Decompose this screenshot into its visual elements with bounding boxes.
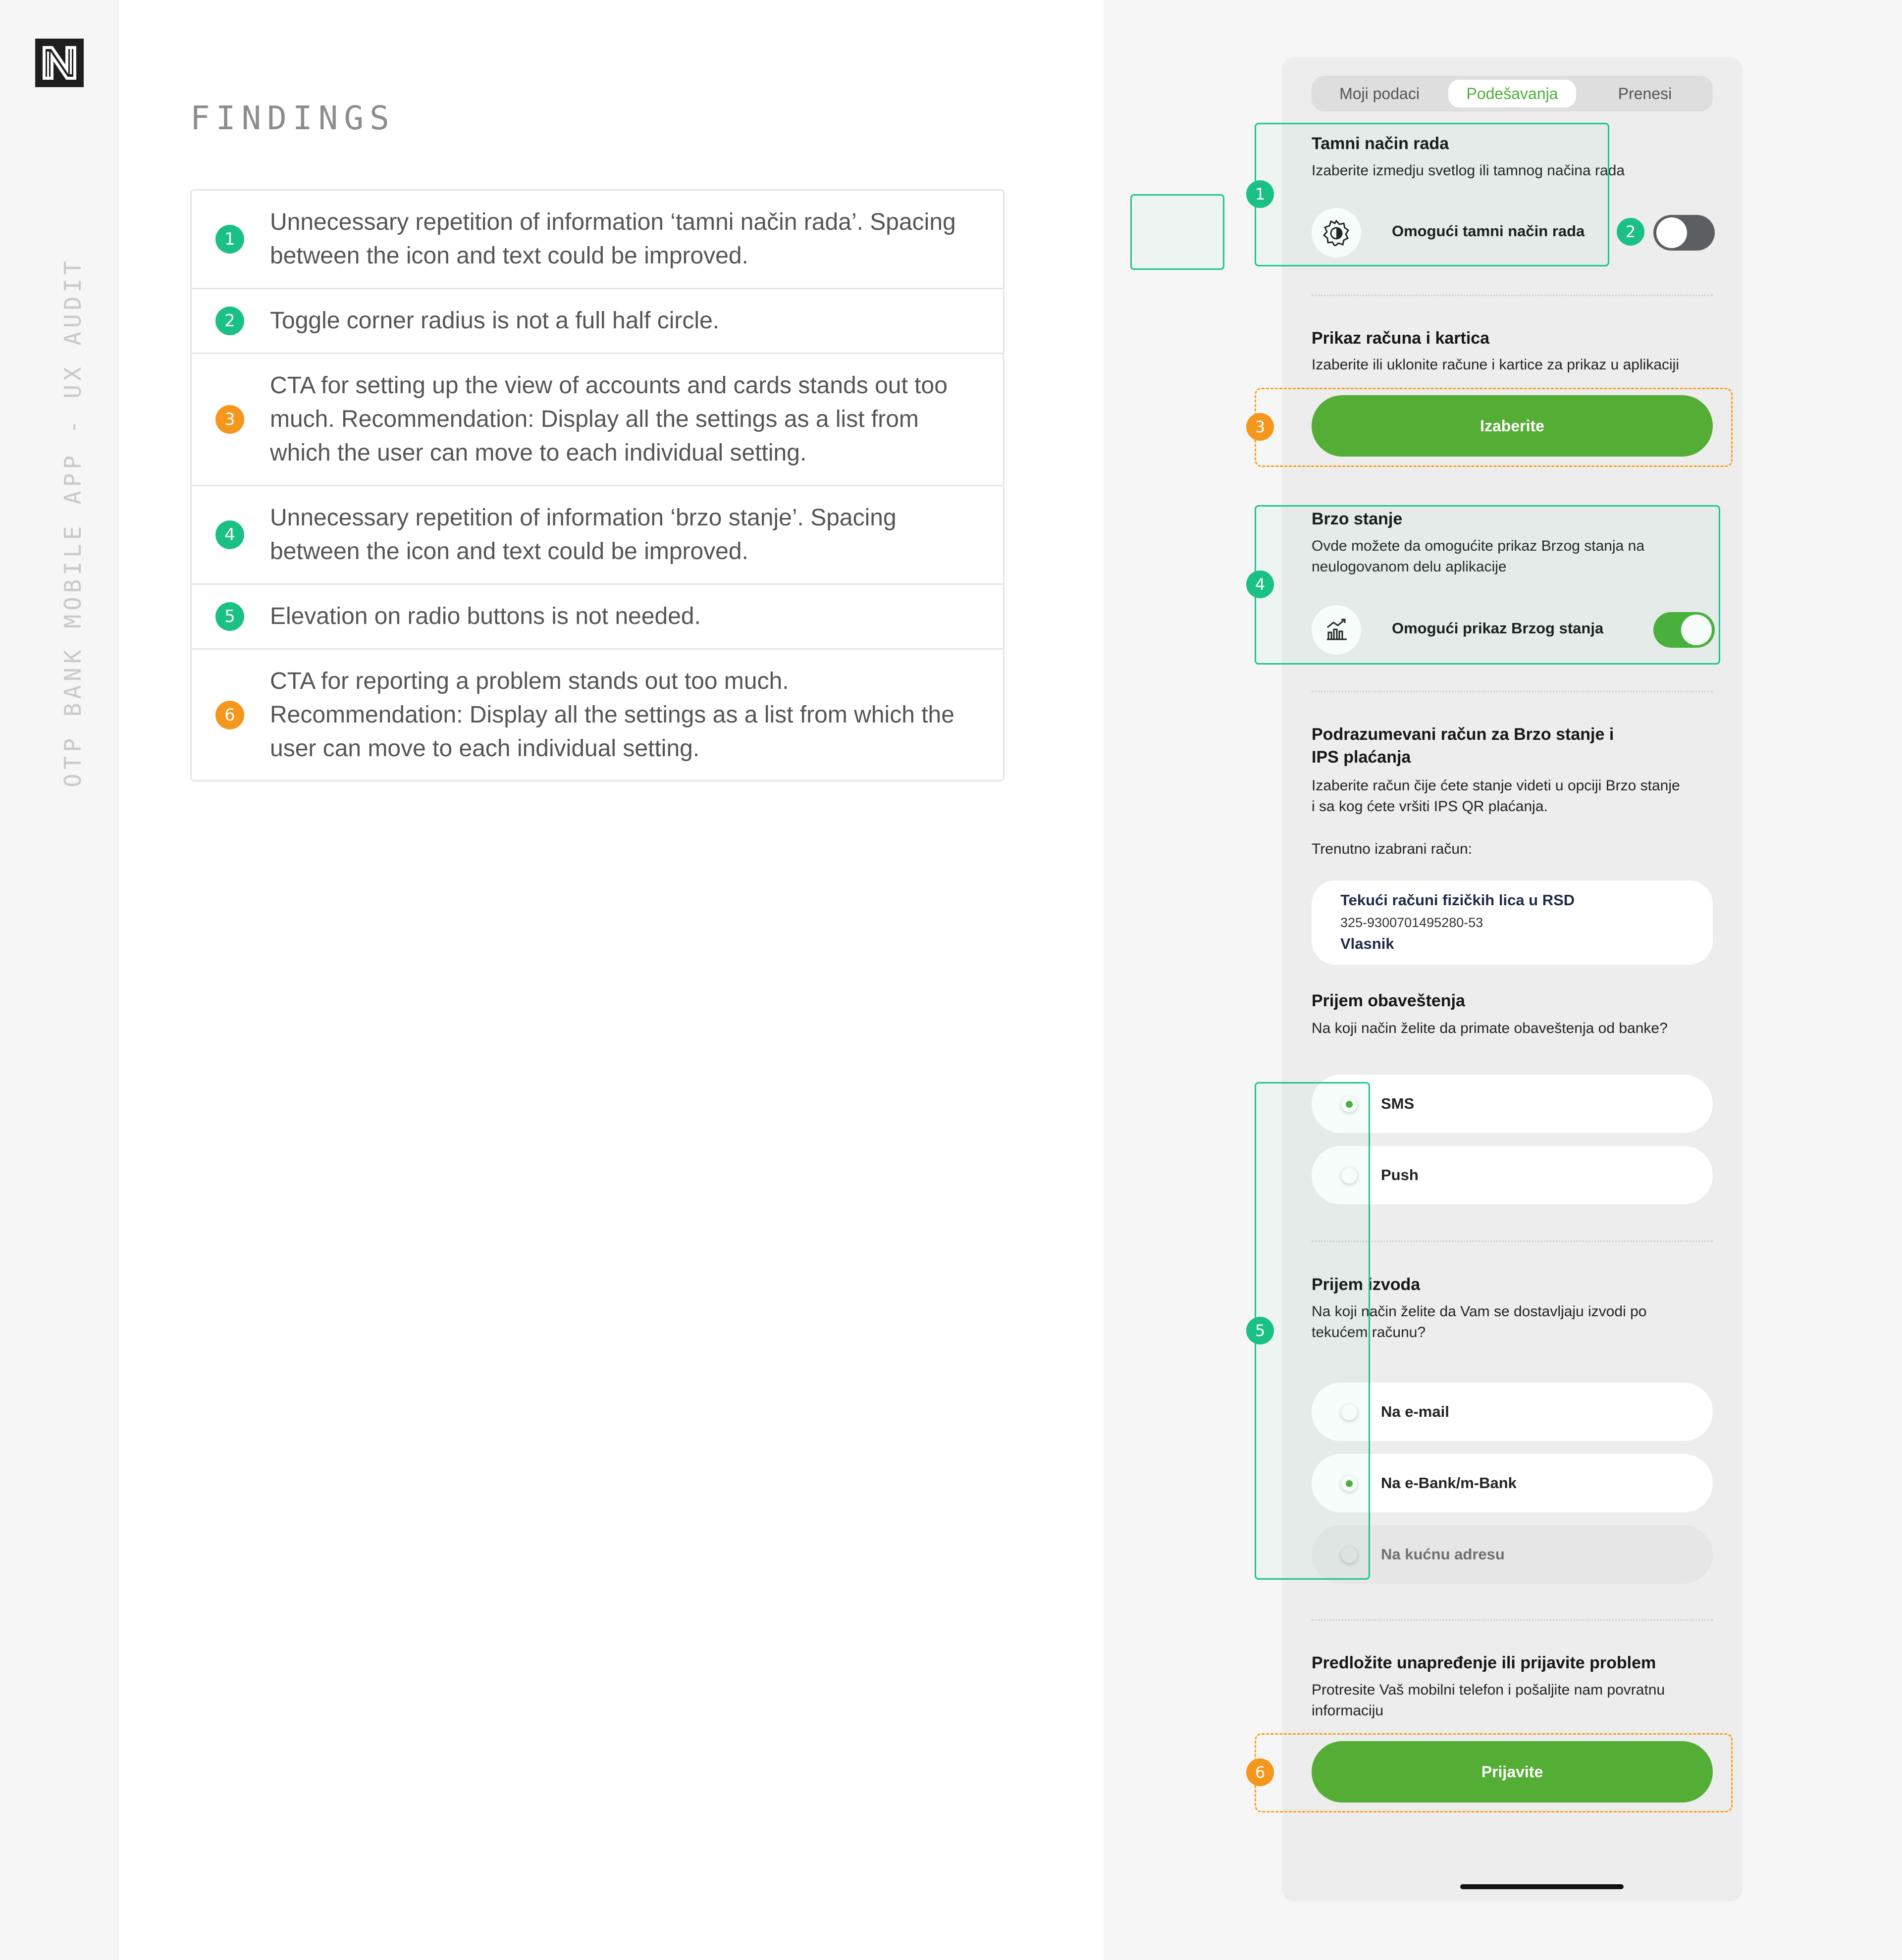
- notifications-description: Na koji način želite da primate obaveštenja od banke?: [1312, 1020, 1668, 1036]
- finding-text: Toggle corner radius is not a full half circle.: [270, 308, 720, 334]
- section-divider: [1312, 295, 1713, 296]
- finding-row: [192, 288, 1003, 353]
- left-rail: [0, 0, 119, 1960]
- finding-number-badge: 2: [215, 307, 244, 335]
- findings-title: FINDINGS: [190, 99, 395, 137]
- annotation-badge-1: 1: [1246, 180, 1274, 208]
- radio-option-ebank[interactable]: [1312, 1454, 1713, 1512]
- statements-title: Prijem izvoda: [1312, 1275, 1421, 1294]
- statements-description-line2: tekućem računu?: [1312, 1324, 1426, 1341]
- tab-moji-podaci[interactable]: Moji podaci: [1339, 84, 1420, 103]
- report-problem-button[interactable]: Prijavite: [1312, 1741, 1713, 1803]
- tab-podesavanja[interactable]: Podešavanja: [1448, 80, 1576, 107]
- logo-mark-icon: [35, 39, 84, 87]
- default-account-description-line2: i sa kog ćete vršiti IPS QR plaćanja.: [1312, 798, 1548, 815]
- annotation-box-2: [1130, 194, 1224, 270]
- dark-mode-title: Tamni način rada: [1312, 134, 1449, 153]
- findings-table: [190, 189, 1004, 781]
- finding-row: [192, 353, 1003, 485]
- annotation-box-3: [1255, 388, 1733, 467]
- default-account-description-line1: Izaberite račun čije ćete stanje videti u opciji Brzo stanje: [1312, 777, 1680, 794]
- radio-option-email[interactable]: [1312, 1383, 1713, 1441]
- tab-prenesi[interactable]: Prenesi: [1618, 84, 1672, 103]
- finding-row: [192, 648, 1003, 780]
- section-divider: [1312, 691, 1713, 692]
- finding-row: [192, 583, 1003, 648]
- annotation-badge-3: 3: [1246, 413, 1274, 441]
- dark-mode-description: Izaberite izmedju svetlog ili tamnog načina rada: [1312, 162, 1625, 179]
- quick-balance-title: Brzo stanje: [1312, 510, 1403, 528]
- selected-account-card[interactable]: [1312, 880, 1713, 965]
- annotation-box-1: [1255, 123, 1609, 266]
- default-account-title-line2: IPS plaćanja: [1312, 748, 1411, 767]
- finding-text: CTA for setting up the view of accounts and cards stands out too much. Recommendation: Display all the settings as a list from which the user can move to each individual setting.: [270, 372, 948, 466]
- finding-number-badge: 5: [215, 602, 244, 631]
- finding-text: Elevation on radio buttons is not needed.: [270, 603, 701, 629]
- feedback-description-line1: Protresite Vaš mobilni telefon i pošaljite nam povratnu: [1312, 1682, 1665, 1698]
- radio-label: Na e-Bank/m-Bank: [1381, 1474, 1517, 1492]
- finding-row: [192, 191, 1003, 288]
- annotation-box-6: [1255, 1733, 1733, 1812]
- radio-option-home-address: [1312, 1525, 1713, 1584]
- radio-label: SMS: [1381, 1095, 1415, 1112]
- phone-screen: [1282, 57, 1743, 1902]
- settings-content: [1312, 57, 1713, 1902]
- annotation-badge-5: 5: [1246, 1317, 1274, 1344]
- home-indicator: [1460, 1884, 1624, 1889]
- feedback-description-line2: informaciju: [1312, 1702, 1384, 1719]
- finding-number-badge: 3: [215, 405, 244, 434]
- account-name: Tekući računi fizičkih lica u RSD: [1340, 891, 1575, 909]
- select-accounts-button[interactable]: Izaberite: [1312, 395, 1713, 457]
- dark-mode-toggle[interactable]: [1653, 215, 1715, 251]
- account-number: 325-9300701495280-53: [1340, 915, 1483, 930]
- tab-bar: [1312, 76, 1713, 111]
- notifications-title: Prijem obaveštenja: [1312, 991, 1465, 1010]
- feedback-title: Predložite unapređenje ili prijavite problem: [1312, 1653, 1656, 1672]
- radio-option-sms[interactable]: [1312, 1075, 1713, 1133]
- accounts-view-title: Prikaz računa i kartica: [1312, 329, 1490, 348]
- annotation-badge-4: 4: [1246, 570, 1274, 598]
- finding-text: CTA for reporting a problem stands out too much. Recommendation: Display all the settings as a list from which the user can move to each individual setting.: [270, 668, 954, 762]
- radio-label: Push: [1381, 1166, 1419, 1184]
- annotation-box-4: [1255, 505, 1720, 665]
- vertical-project-label: OTP BANK MOBILE APP - UX AUDIT: [59, 257, 86, 787]
- dark-mode-row-label: Omogući tamni način rada: [1392, 222, 1585, 240]
- quick-balance-description-line1: Ovde možete da omogućite prikaz Brzog stanja na: [1312, 538, 1645, 554]
- brand-logo: [35, 39, 84, 87]
- toggle-knob: [1656, 217, 1687, 248]
- finding-text: Unnecessary repetition of information ‘brzo stanje’. Spacing between the icon and text could be improved.: [270, 505, 897, 565]
- annotation-badge-2: 2: [1617, 218, 1644, 246]
- statements-description-line1: Na koji način želite da Vam se dostavljaju izvodi po: [1312, 1303, 1647, 1320]
- finding-number-badge: 1: [215, 225, 244, 254]
- radio-label: Na e-mail: [1381, 1403, 1449, 1420]
- annotation-badge-6: 6: [1246, 1758, 1274, 1786]
- quick-balance-row-label: Omogući prikaz Brzog stanja: [1392, 619, 1604, 637]
- section-divider: [1312, 1619, 1713, 1621]
- finding-number-badge: 6: [215, 701, 244, 729]
- current-account-label: Trenutno izabrani račun:: [1312, 841, 1473, 857]
- account-role: Vlasnik: [1340, 935, 1394, 952]
- finding-text: Unnecessary repetition of information ‘tamni način rada’. Spacing between the icon and text could be improved.: [270, 209, 956, 269]
- section-divider: [1312, 1240, 1713, 1242]
- quick-balance-description-line2: neulogovanom delu aplikacije: [1312, 559, 1507, 575]
- default-account-title-line1: Podrazumevani račun za Brzo stanje i: [1312, 725, 1614, 744]
- finding-number-badge: 4: [215, 520, 244, 549]
- accounts-view-description: Izaberite ili uklonite račune i kartice za prikaz u aplikaciji: [1312, 357, 1680, 373]
- radio-label: Na kućnu adresu: [1381, 1546, 1505, 1563]
- finding-row: [192, 485, 1003, 583]
- radio-option-push[interactable]: [1312, 1146, 1713, 1204]
